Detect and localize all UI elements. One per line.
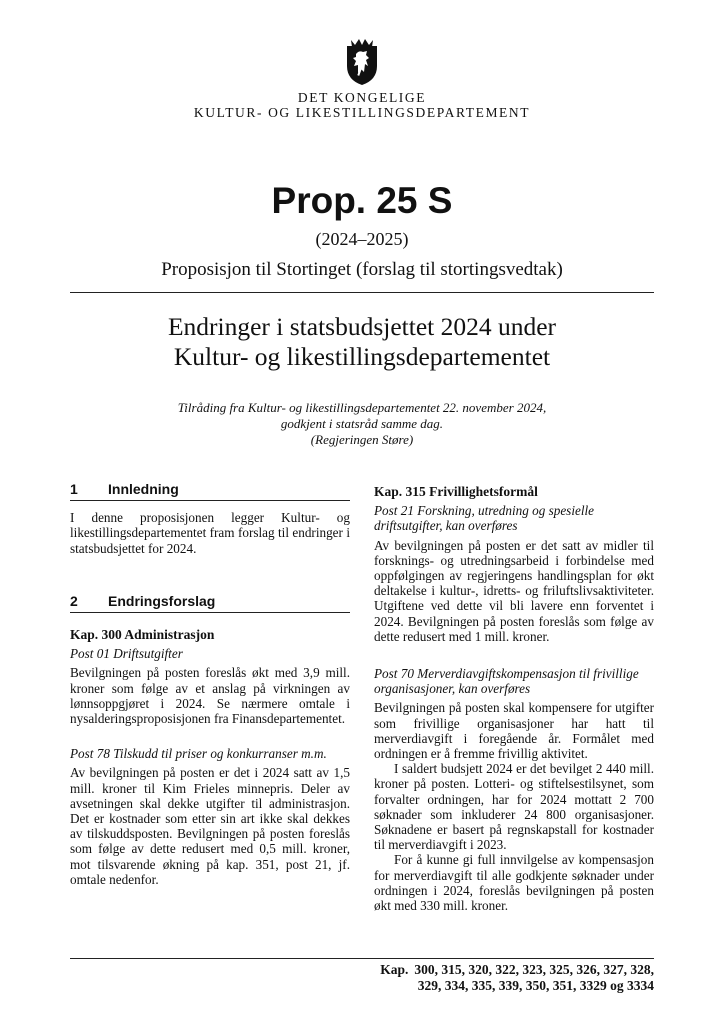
left-column — [70, 482, 350, 887]
approval-line-3: (Regjeringen Støre) — [310, 432, 414, 447]
post-78-text: Av bevilgningen på posten er det i 2024 satt av 1,5 mill. kroner til Kim Frieles minnepris. Deler av avsetningen skal dekke utgifter til administrasjon. Det er kostnader som etter sin art ikke skal dekkes av tilskuddsposten. Bevilgningen på posten foreslås som følge av dette redusert med 0,5 mill. kroner, mot tilsvarende økning på kap. 351, post 21, jf. omtale nedenfor. — [70, 765, 350, 887]
approval-line-1: Tilråding fra Kultur- og likestillingsdepartementet 22. november 2024, — [177, 400, 547, 415]
main-title-line-1: Endringer i statsbudsjettet 2024 under — [167, 312, 557, 341]
post-70-paragraph-3: For å kunne gi full innvilgelse av kompensasjon for merverdiavgift til alle godkjente søknader under ordningen i 2024, foreslås bevilgningen på posten økt med 330 mill. kroner. — [374, 852, 654, 914]
proposition-year: (2024–2025) — [315, 229, 409, 249]
footer-label: Kap. — [380, 962, 409, 977]
post-01-heading: Post 01 Driftsutgifter — [70, 646, 183, 662]
post-78-heading: Post 78 Tilskudd til priser og konkurranser m.m. — [70, 746, 327, 762]
section-1-heading — [70, 482, 350, 497]
section-2-number: 2 — [70, 592, 78, 609]
chapter-list-footer — [380, 962, 654, 993]
section-2-heading — [70, 594, 350, 609]
post-01-text: Bevilgningen på posten foreslås økt med 3,9 mill. kroner som følge av et anslag på virkningen av lønnsoppgjøret i 2024. Se nærmere omtale i nysalderingsproposisjonen fra Finansdepartementet. — [70, 665, 350, 727]
department-line-1: DET KONGELIGE — [297, 90, 427, 105]
bottom-divider — [70, 958, 654, 959]
section-1-rule — [70, 500, 350, 501]
footer-chapters-1: 300, 315, 320, 322, 323, 325, 326, 327, 328, — [414, 962, 654, 977]
main-title — [0, 312, 724, 372]
proposition-subtitle: Proposisjon til Stortinget (forslag til stortingsvedtak) — [161, 259, 563, 280]
footer-line-1 — [380, 962, 654, 978]
section-1-title: Innledning — [108, 481, 179, 497]
section-1-number: 1 — [70, 481, 78, 497]
right-column — [374, 484, 654, 913]
top-divider — [70, 292, 654, 293]
post-21-heading: Post 21 Forskning, utredning og spesielle driftsutgifter, kan overføres — [374, 503, 595, 534]
footer-chapters-2: 329, 334, 335, 339, 350, 351, 3329 og 3334 — [417, 977, 654, 993]
kap-300-heading: Kap. 300 Administrasjon — [70, 627, 215, 643]
section-2-rule — [70, 612, 350, 613]
approval-note — [0, 400, 724, 448]
post-21-text: Av bevilgningen på posten er det satt av midler til forsknings- og utredningsarbeid i forbindelse med oppfølgingen av regjeringens handlingsplan for økt deltakelse i kultur-, idretts- og friluftslivsaktiviteter. Utgiftene ved dette vil bli lavere enn forventet i 2024. Bevilgningen på posten foreslås som følge av dette redusert med 1 mill. kroner. — [374, 537, 654, 644]
section-1-text: I denne proposisjonen legger Kultur- og likestillingsdepartementet fram forslag til endringer i statsbudsjettet for 2024. — [70, 510, 350, 556]
post-70-paragraph-2: I saldert budsjett 2024 er det bevilget 2 440 mill. kroner på posten. Lotteri- og stiftelsestilsynet, som forvalter ordningen, har for 2024 mottatt 2 700 søknader som inkluderer 24 800 organisasjoner. Søknadene er basert på regnskapstall for kostnader til merverdiavgift i 2023. — [374, 761, 654, 853]
section-2-title: Endringsforslag — [108, 592, 216, 609]
approval-line-2: godkjent i statsråd samme dag. — [280, 416, 444, 431]
post-70-paragraph-1: Bevilgningen på posten skal kompensere for utgifter som frivillige organisasjoner har hatt til merverdiavgift i foregående år. Formålet med ordningen er å fremme frivillig aktivitet. — [374, 700, 654, 762]
proposition-title: Prop. 25 S — [271, 180, 453, 221]
kap-315-heading: Kap. 315 Frivillighetsformål — [374, 484, 538, 499]
coat-of-arms-icon — [341, 36, 383, 86]
post-70-heading: Post 70 Merverdiavgiftskompensasjon til frivillige organisasjoner, kan overføres — [374, 666, 639, 697]
main-title-line-2: Kultur- og likestillingsdepartementet — [173, 342, 551, 371]
department-line-2: KULTUR- OG LIKESTILLINGSDEPARTEMENT — [193, 105, 531, 120]
